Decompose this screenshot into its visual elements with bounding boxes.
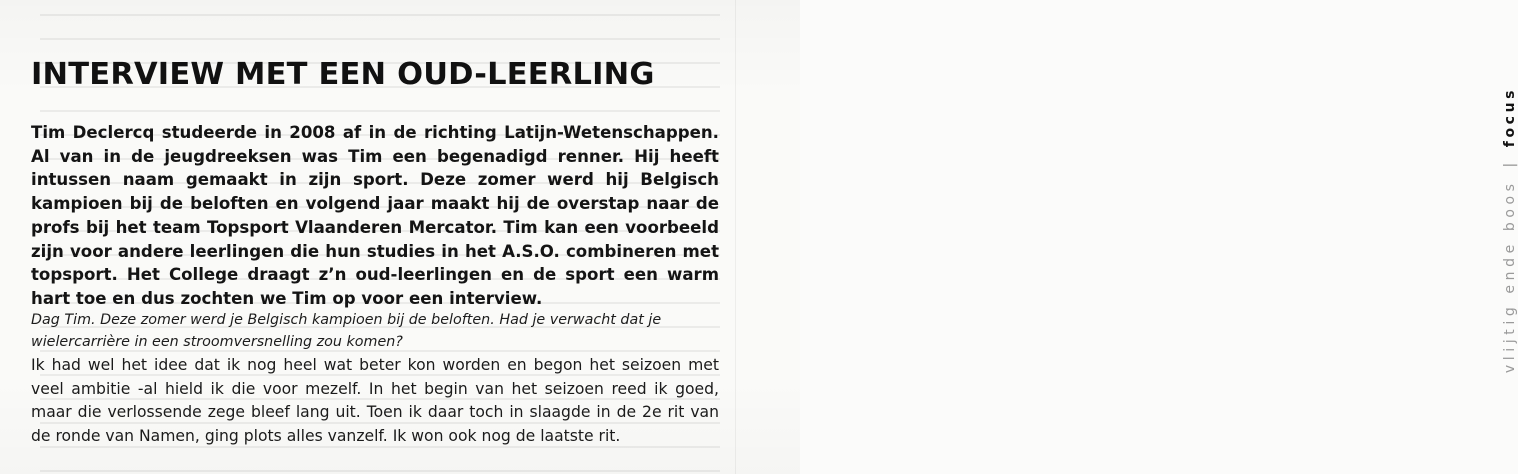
sidebar-tagline: vlijtig ende boos [1502, 179, 1518, 374]
sidebar-vertical-label [1502, 87, 1518, 373]
interview-question: Dag Tim. Deze zomer werd je Belgisch kampioen bij de beloften. Had je verwacht dat je wielercarrière in een stroomversnelling zou komen? [31, 312, 662, 350]
sidebar [742, 0, 1518, 474]
article-intro: Tim Declercq studeerde in 2008 af in de richting Latijn-Wetenschappen. Al van in de jeugdreeksen was Tim een begenadigd renner. Hij heeft intussen naam gemaakt in zijn sport. Deze zomer werd hij Belgisch kampioen bij de beloften en volgend jaar maakt hij de overstap naar de profs bij het team Topsport Vlaanderen Mercator. Tim kan een voorbeeld zijn voor andere leerlingen die hun studies in het A.S.O. combineren met topsport. Het College draagt z’n oud-leerlingen en de sport een warm hart toe en dus zochten we Tim op voor een interview. [31, 123, 719, 308]
interview-answer: Ik had wel het idee dat ik nog heel wat beter kon worden en begon het seizoen met veel ambitie -al hield ik die voor mezelf. In het begin van het seizoen reed ik goed, maar die verlossende zege bleef lang uit. Toen ik daar toch in slaagde in de 2e rit van de ronde van Namen, ging plots alles vanzelf. Ik won ook nog de laatste rit. [31, 356, 719, 445]
article-title: INTERVIEW MET EEN OUD-LEERLING [31, 57, 655, 92]
sidebar-section-label: focus [1502, 86, 1518, 148]
sidebar-divider: | [1502, 159, 1518, 168]
sidebar-rule [735, 0, 736, 474]
